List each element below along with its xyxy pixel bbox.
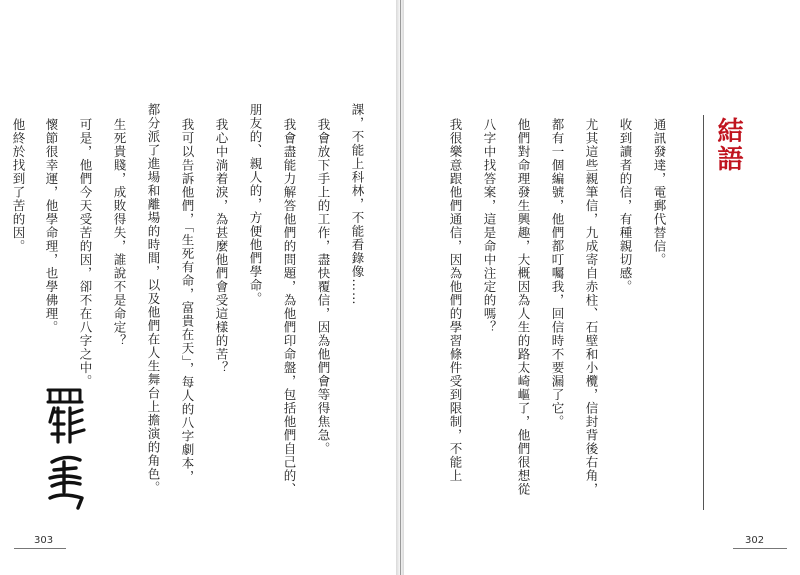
body-line: 八字中找答案，這是命中注定的嗎？ <box>482 118 497 334</box>
body-line: 尤其這些親筆信，九成寄自赤柱、石壁和小欖，信封背後右角， <box>584 118 599 496</box>
footer-rule-left <box>14 548 66 549</box>
body-line: 都有一個編號，他們都叮囑我，回信時不要漏了它。 <box>550 118 565 429</box>
body-line: 我會放下手上的工作，盡快覆信，因為他們會等得焦急。 <box>316 118 331 456</box>
body-line: 通訊發達，電郵代替信。 <box>652 118 667 267</box>
body-line: 懷節很幸運，他學命理，也學佛理。 <box>44 118 59 334</box>
body-line: 朋友的、親人的，方便他們學命。 <box>248 103 263 306</box>
body-line: 可是，他們今天受苦的因，卻不在八字之中。 <box>78 118 93 388</box>
gutter-line <box>400 0 401 575</box>
body-line: 都分派了進場和離場的時間，以及他們在人生舞台上擔演的角色。 <box>146 103 161 495</box>
body-line: 我心中淌着淚，為甚麼他們會受這樣的苦？ <box>214 118 229 375</box>
body-line: 他終於找到了苦的因。 <box>11 118 26 253</box>
body-line: 收到讀者的信，有種親切感。 <box>618 118 633 294</box>
page-number-left: 303 <box>34 535 54 546</box>
body-line: 我可以告訴他們，「生死有命，富貴在天」，每人的八字劇本， <box>180 118 195 484</box>
title-rule <box>703 115 704 510</box>
footer-rule-right <box>733 548 787 549</box>
body-line: 生死貴賤，成敗得失，誰說不是命定？ <box>112 118 127 348</box>
body-line: 他們對命理發生興趣，大概因為人生的路太崎嶇了，他們很想從 <box>516 118 531 496</box>
page-number-right: 302 <box>745 535 765 546</box>
signature-image <box>40 380 90 520</box>
body-line: 課，不能上科林，不能看錄像…… <box>350 103 365 306</box>
body-line: 我會盡能力解答他們的問題，為他們印命盤，包括他們自己的、 <box>282 118 297 496</box>
chapter-title: 結語 <box>713 117 743 173</box>
body-line: 我很樂意跟他們通信，因為他們的學習條件受到限制，不能上 <box>448 118 463 483</box>
